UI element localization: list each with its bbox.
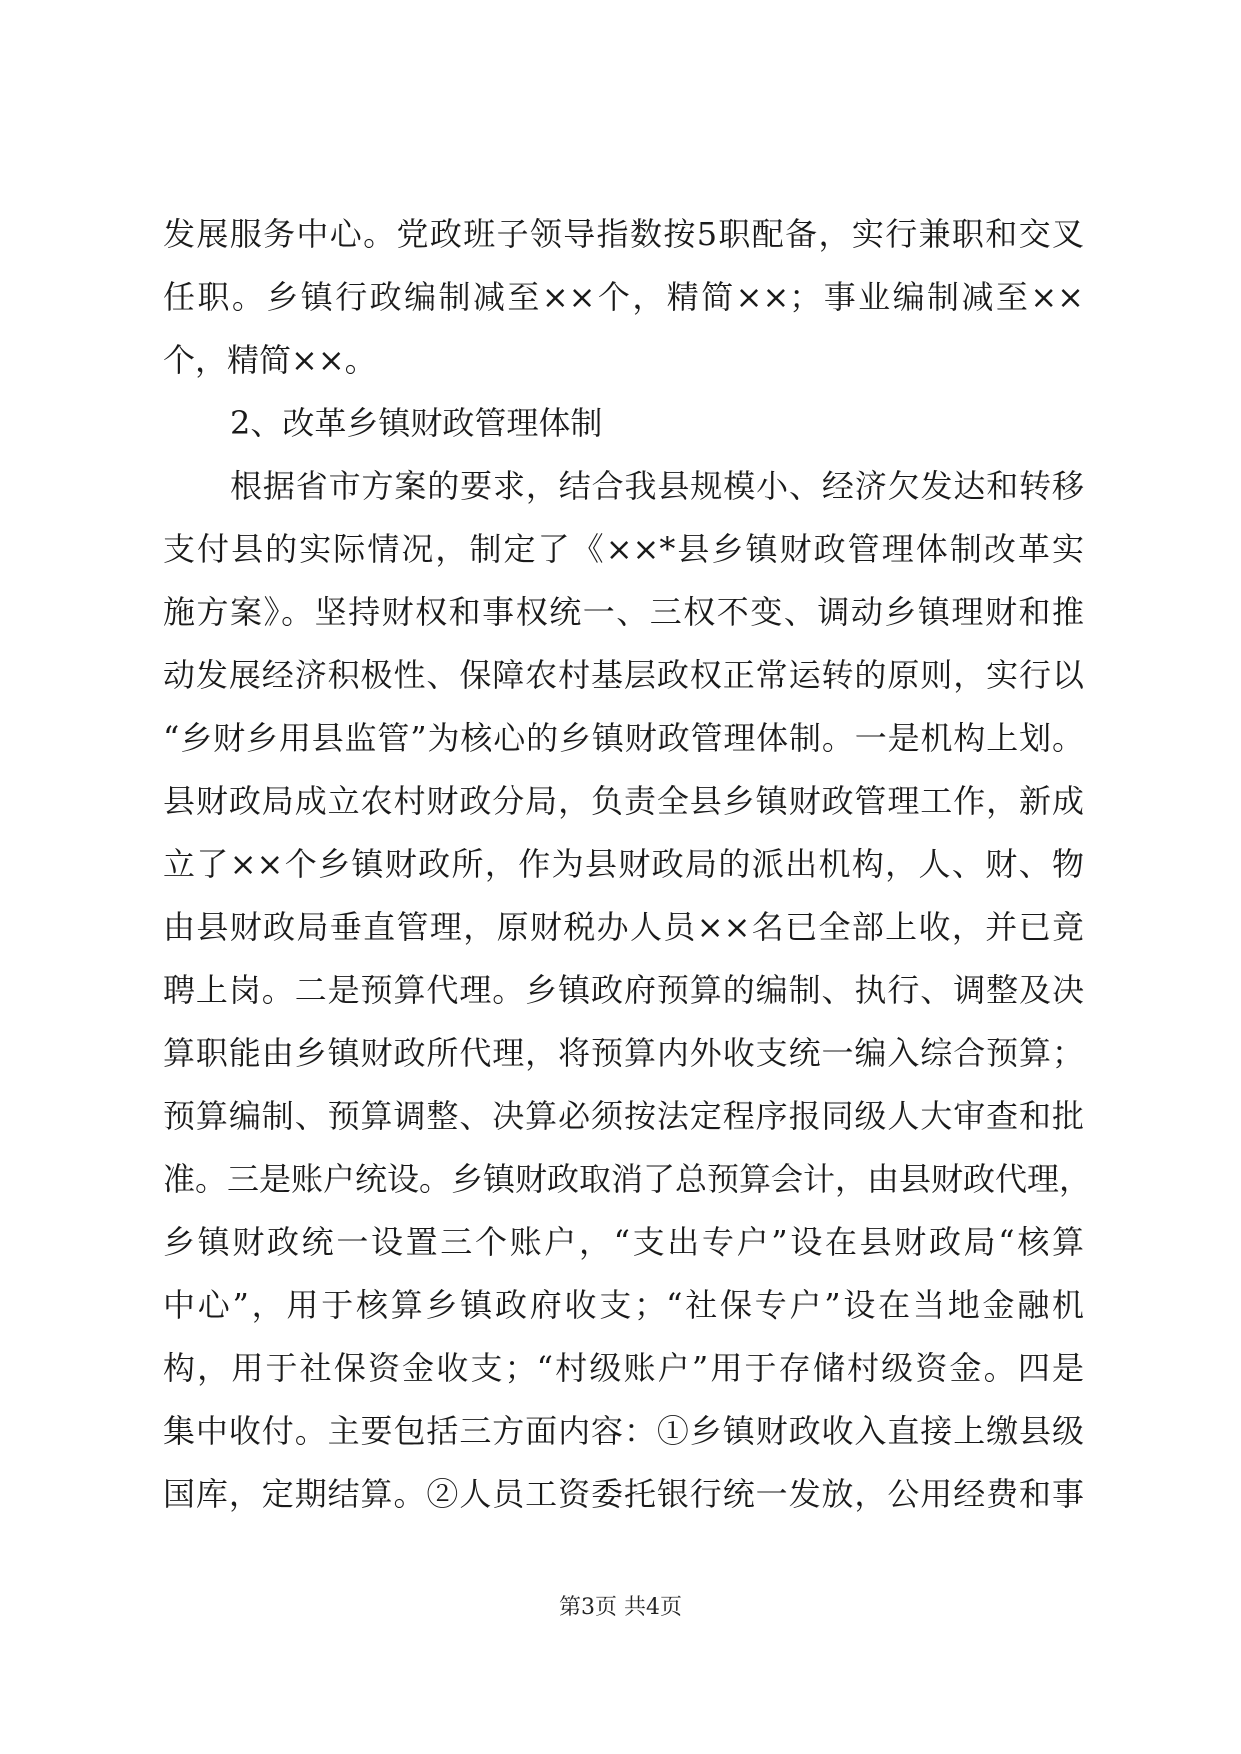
text-line: 预算编制、预算调整、决算必须按法定程序报同级人大审查和批	[163, 1097, 1084, 1135]
page-number-footer: 第3页 共4页	[559, 1595, 682, 1620]
text-line: 算职能由乡镇财政所代理，将预算内外收支统一编入综合预算；	[163, 1034, 1084, 1072]
text-line: 聘上岗。二是预算代理。乡镇政府预算的编制、执行、调整及决	[163, 971, 1084, 1009]
text-line: “乡财乡用县监管”为核心的乡镇财政管理体制。一是机构上划。	[163, 719, 1084, 757]
text-line: 构，用于社保资金收支；“村级账户”用于存储村级资金。四是	[163, 1349, 1084, 1387]
text-line: 根据省市方案的要求，结合我县规模小、经济欠发达和转移	[230, 467, 1084, 505]
text-line: 中心”，用于核算乡镇政府收支；“社保专户”设在当地金融机	[163, 1286, 1084, 1324]
section-heading: 2、改革乡镇财政管理体制	[230, 404, 603, 442]
text-line: 由县财政局垂直管理，原财税办人员××名已全部上收，并已竟	[163, 908, 1084, 946]
text-line: 任职。乡镇行政编制减至××个，精简××；事业编制减至××	[163, 278, 1084, 316]
document-body	[163, 203, 1092, 1526]
text-line: 集中收付。主要包括三方面内容：①乡镇财政收入直接上缴县级	[163, 1412, 1084, 1450]
text-line: 支付县的实际情况，制定了《××*县乡镇财政管理体制改革实	[163, 530, 1084, 568]
text-line: 国库，定期结算。②人员工资委托银行统一发放，公用经费和事	[163, 1475, 1084, 1513]
text-line: 县财政局成立农村财政分局，负责全县乡镇财政管理工作，新成	[163, 782, 1084, 820]
text-line: 立了××个乡镇财政所，作为县财政局的派出机构，人、财、物	[163, 845, 1084, 883]
text-line: 发展服务中心。党政班子领导指数按5职配备，实行兼职和交叉	[163, 215, 1084, 253]
text-line: 乡镇财政统一设置三个账户，“支出专户”设在县财政局“核算	[163, 1223, 1084, 1261]
text-line: 准。三是账户统设。乡镇财政取消了总预算会计，由县财政代理，	[163, 1160, 1092, 1198]
text-line: 施方案》。坚持财权和事权统一、三权不变、调动乡镇理财和推	[163, 593, 1084, 631]
text-line: 动发展经济积极性、保障农村基层政权正常运转的原则，实行以	[163, 656, 1084, 694]
text-line: 个，精简××。	[163, 341, 377, 379]
